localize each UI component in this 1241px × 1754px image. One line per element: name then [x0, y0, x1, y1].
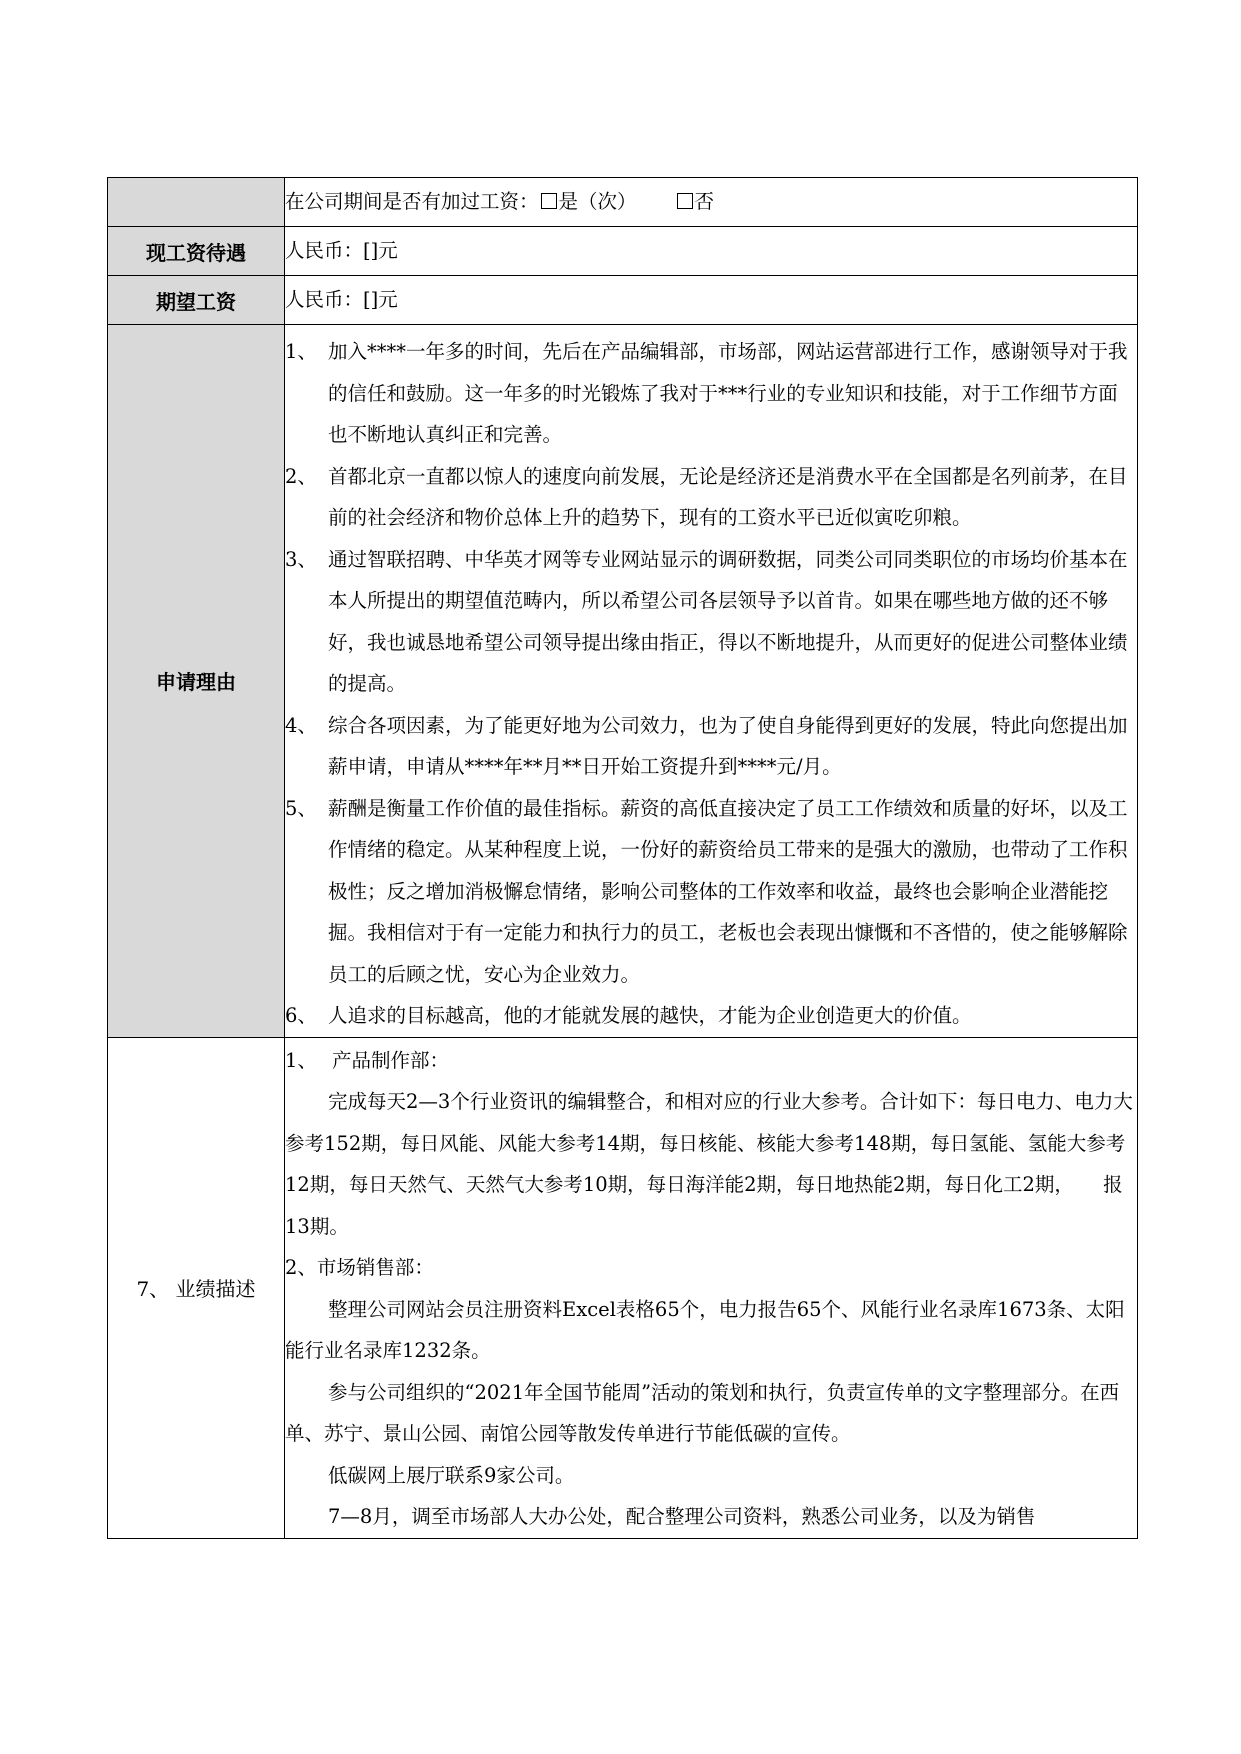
yes-checkbox[interactable]: [541, 193, 557, 209]
performance-label: 7、 业绩描述: [108, 1037, 285, 1538]
reason-text: 人追求的目标越高，他的才能就发展的越快，才能为企业创造更大的价值。: [328, 1004, 972, 1027]
reason-number: 4、: [285, 713, 317, 737]
reason-item: [285, 331, 1137, 456]
reasons-cell: [285, 325, 1138, 1038]
section1-text: 完成每天2—3个行业资讯的编辑整合，和相对应的行业大参考。合计如下：每日电力、电力大参考152期，每日风能、风能大参考14期，每日核能、核能大参考148期，每日氢能、氢能大参考12期，每日天然气、天然气大参考10期，每日海洋能2期，每日地热能2期，每日化工2期， 报13期。: [285, 1090, 1133, 1238]
current-salary-label: 现工资待遇: [108, 227, 285, 276]
raise-history-row: [108, 178, 1138, 227]
reasons-list: [285, 325, 1137, 1037]
reason-item: [285, 456, 1137, 539]
reason-number: 6、: [285, 1004, 317, 1027]
reason-item: [285, 539, 1137, 705]
reasons-label: 申请理由: [108, 325, 285, 1038]
section2-paragraph: 参与公司组织的“2021年全国节能周”活动的策划和执行，负责宣传单的文字整理部分。在西单、苏宁、景山公园、南馆公园等散发传单进行节能低碳的宣传。: [285, 1380, 1120, 1445]
current-salary-value: 人民币：[]元: [285, 227, 1138, 276]
reason-text: 薪酬是衡量工作价值的最佳指标。薪资的高低直接决定了员工工作绩效和质量的好坏，以及工作情绪的稳定。从某种程度上说，一份好的薪资给员工带来的是强大的激励，也带动了工作积极性；反之增加消极懈怠情绪，影响公司整体的工作效率和收益，最终也会影响企业潜能挖掘。我相信对于有一定能力和执行力的员工，老板也会表现出慷慨和不吝惜的，使之能够解除员工的后顾之忧，安心为企业效力。: [328, 796, 1128, 986]
salary-raise-form-table: [107, 177, 1138, 1539]
current-salary-row: [108, 227, 1138, 276]
performance-row: [108, 1037, 1138, 1538]
reason-number: 1、: [285, 340, 317, 363]
yes-label: 是（次）: [558, 190, 637, 214]
reason-item: [285, 705, 1137, 788]
expected-salary-value: 人民币：[]元: [285, 276, 1138, 325]
raise-history-label-cell: [108, 178, 285, 227]
reason-text: 加入****一年多的时间，先后在产品编辑部，市场部，网站运营部进行工作，感谢领导对于我的信任和鼓励。这一年多的时光锻炼了我对于***行业的专业知识和技能，对于工作细节方面也不断地认真纠正和完善。: [328, 340, 1128, 446]
reason-item: [285, 995, 1137, 1037]
raise-history-cell: [285, 178, 1138, 227]
section1-heading: [285, 1040, 1137, 1082]
reason-number: 2、: [285, 464, 317, 488]
reason-number: 3、: [285, 547, 317, 571]
performance-cell: [285, 1037, 1138, 1538]
reason-item: [285, 788, 1137, 996]
no-label: 否: [694, 190, 715, 214]
expected-salary-label: 期望工资: [108, 276, 285, 325]
section1-title: 产品制作部：: [332, 1048, 450, 1072]
expected-salary-row: [108, 276, 1138, 325]
reason-number: 5、: [285, 796, 317, 820]
raise-history-question: 在公司期间是否有加过工资：: [285, 190, 539, 214]
section2-title: 2、市场销售部：: [285, 1256, 434, 1279]
section2-paragraph: 7—8月，调至市场部人大办公处，配合整理公司资料，熟悉公司业务，以及为销售: [328, 1505, 1036, 1528]
reasons-row: [108, 325, 1138, 1038]
no-checkbox[interactable]: [677, 193, 693, 209]
section2-paragraph: 低碳网上展厅联系9家公司。: [328, 1463, 575, 1487]
section1-number: 1、: [285, 1048, 317, 1072]
section2-paragraph: 整理公司网站会员注册资料Excel表格65个，电力报告65个、风能行业名录库1673条、太阳能行业名录库1232条。: [285, 1297, 1125, 1362]
reason-text: 综合各项因素，为了能更好地为公司效力，也为了使自身能得到更好的发展，特此向您提出加薪申请，申请从****年**月**日开始工资提升到****元/月。: [328, 713, 1128, 778]
reason-text: 通过智联招聘、中华英才网等专业网站显示的调研数据，同类公司同类职位的市场均价基本在本人所提出的期望值范畴内，所以希望公司各层领导予以首肯。如果在哪些地方做的还不够好，我也诚恳地希望公司领导提出缘由指正，得以不断地提升，从而更好的促进公司整体业绩的提高。: [328, 547, 1128, 695]
performance-content: [285, 1038, 1137, 1538]
reason-text: 首都北京一直都以惊人的速度向前发展，无论是经济还是消费水平在全国都是名列前茅，在目前的社会经济和物价总体上升的趋势下，现有的工资水平已近似寅吃卯粮。: [328, 464, 1128, 529]
